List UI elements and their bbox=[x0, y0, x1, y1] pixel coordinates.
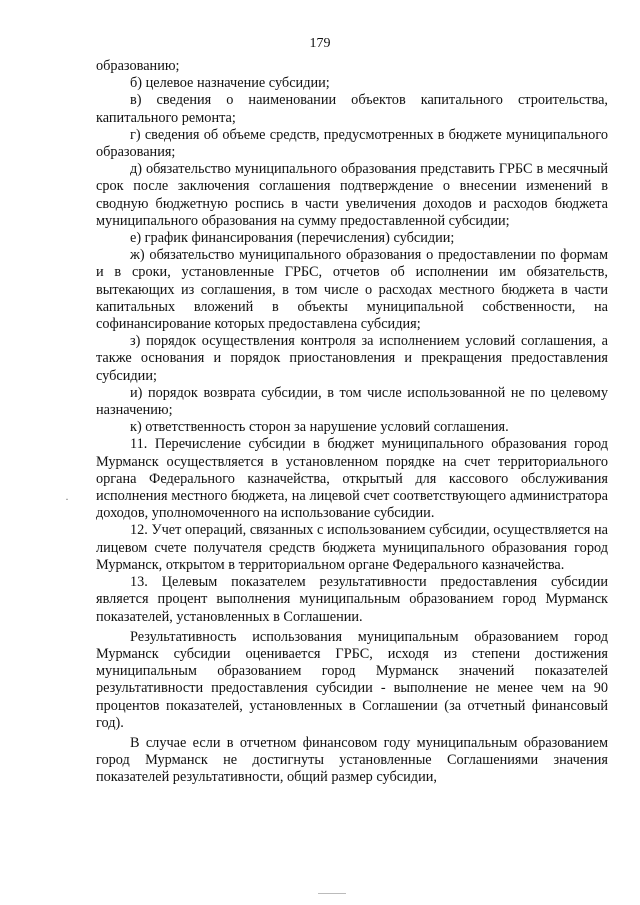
clause-12: 12. Учет операций, связанных с использованием субсидии, осуществляется на лицевом счете получателя средств бюджета муниципального образования город Мурманск, открытом в территориальном органе Федерального казначейства. bbox=[96, 522, 608, 573]
list-item-v: в) сведения о наименовании объектов капитального строительства, капитального ремонта; bbox=[96, 92, 608, 126]
list-item-b: б) целевое назначение субсидии; bbox=[130, 75, 330, 92]
list-item-d: д) обязательство муниципального образования представить ГРБС в месячный срок после заключения соглашения подтверждение о внесении изменений в сводную бюджетную роспись в части увеличения доходов и расходов бюджета муниципального образования на сумму предоставленной субсидии; bbox=[96, 161, 608, 229]
list-item-z: з) порядок осуществления контроля за исполнением условий соглашения, а также основания и порядок приостановления и прекращения предоставления субсидии; bbox=[96, 333, 608, 384]
margin-mark: · bbox=[65, 492, 69, 506]
clause-11: 11. Перечисление субсидии в бюджет муниципального образования город Мурманск осуществляется в установленном порядке на счет территориального органа Федерального казначейства, открытый для кассового обслуживания исполнения местного бюджета, на лицевой счет соответствующего администратора доходов, уполномоченного на использование субсидии. bbox=[96, 436, 608, 522]
page-number: 179 bbox=[309, 36, 331, 51]
paragraph-effectiveness: Результативность использования муниципальным образованием город Мурманск субсидии оценивается ГРБС, исходя из степени достижения муниципальным образованием город Мурманск значений показателей результативности предоставления субсидии - выполнение не менее чем на 90 процентов показателей, установленных в Соглашении (за отчетный финансовый год). bbox=[96, 628, 608, 731]
scan-artifact bbox=[318, 893, 346, 894]
list-item-zh: ж) обязательство муниципального образования о предоставлении по формам и в сроки, установленные ГРБС, отчетов об исполнении им обязательств, вытекающих из соглашения, в том числе о расходах местного бюджета в части капитальных вложений в объекты муниципальной собственности, на софинансирование которых предоставлена субсидия; bbox=[96, 247, 608, 333]
paragraph-continuation: образованию; bbox=[96, 58, 180, 74]
list-item-k: к) ответственность сторон за нарушение условий соглашения. bbox=[130, 419, 509, 436]
list-item-g: г) сведения об объеме средств, предусмотренных в бюджете муниципального образования; bbox=[96, 126, 608, 161]
document-body bbox=[96, 58, 608, 787]
paragraph-not-achieved: В случае если в отчетном финансовом году муниципальным образованием город Мурманск не достигнуты установленные Соглашениями значения показателей результативности, общий размер субсидии, bbox=[96, 734, 608, 786]
list-item-e: е) график финансирования (перечисления) субсидии; bbox=[130, 230, 455, 247]
list-item-i: и) порядок возврата субсидии, в том числе использованной не по целевому назначению; bbox=[96, 384, 608, 419]
clause-13: 13. Целевым показателем результативности предоставления субсидии является процент выполнения муниципальным образованием город Мурманск показателей, установленных в Соглашении. bbox=[96, 574, 608, 625]
